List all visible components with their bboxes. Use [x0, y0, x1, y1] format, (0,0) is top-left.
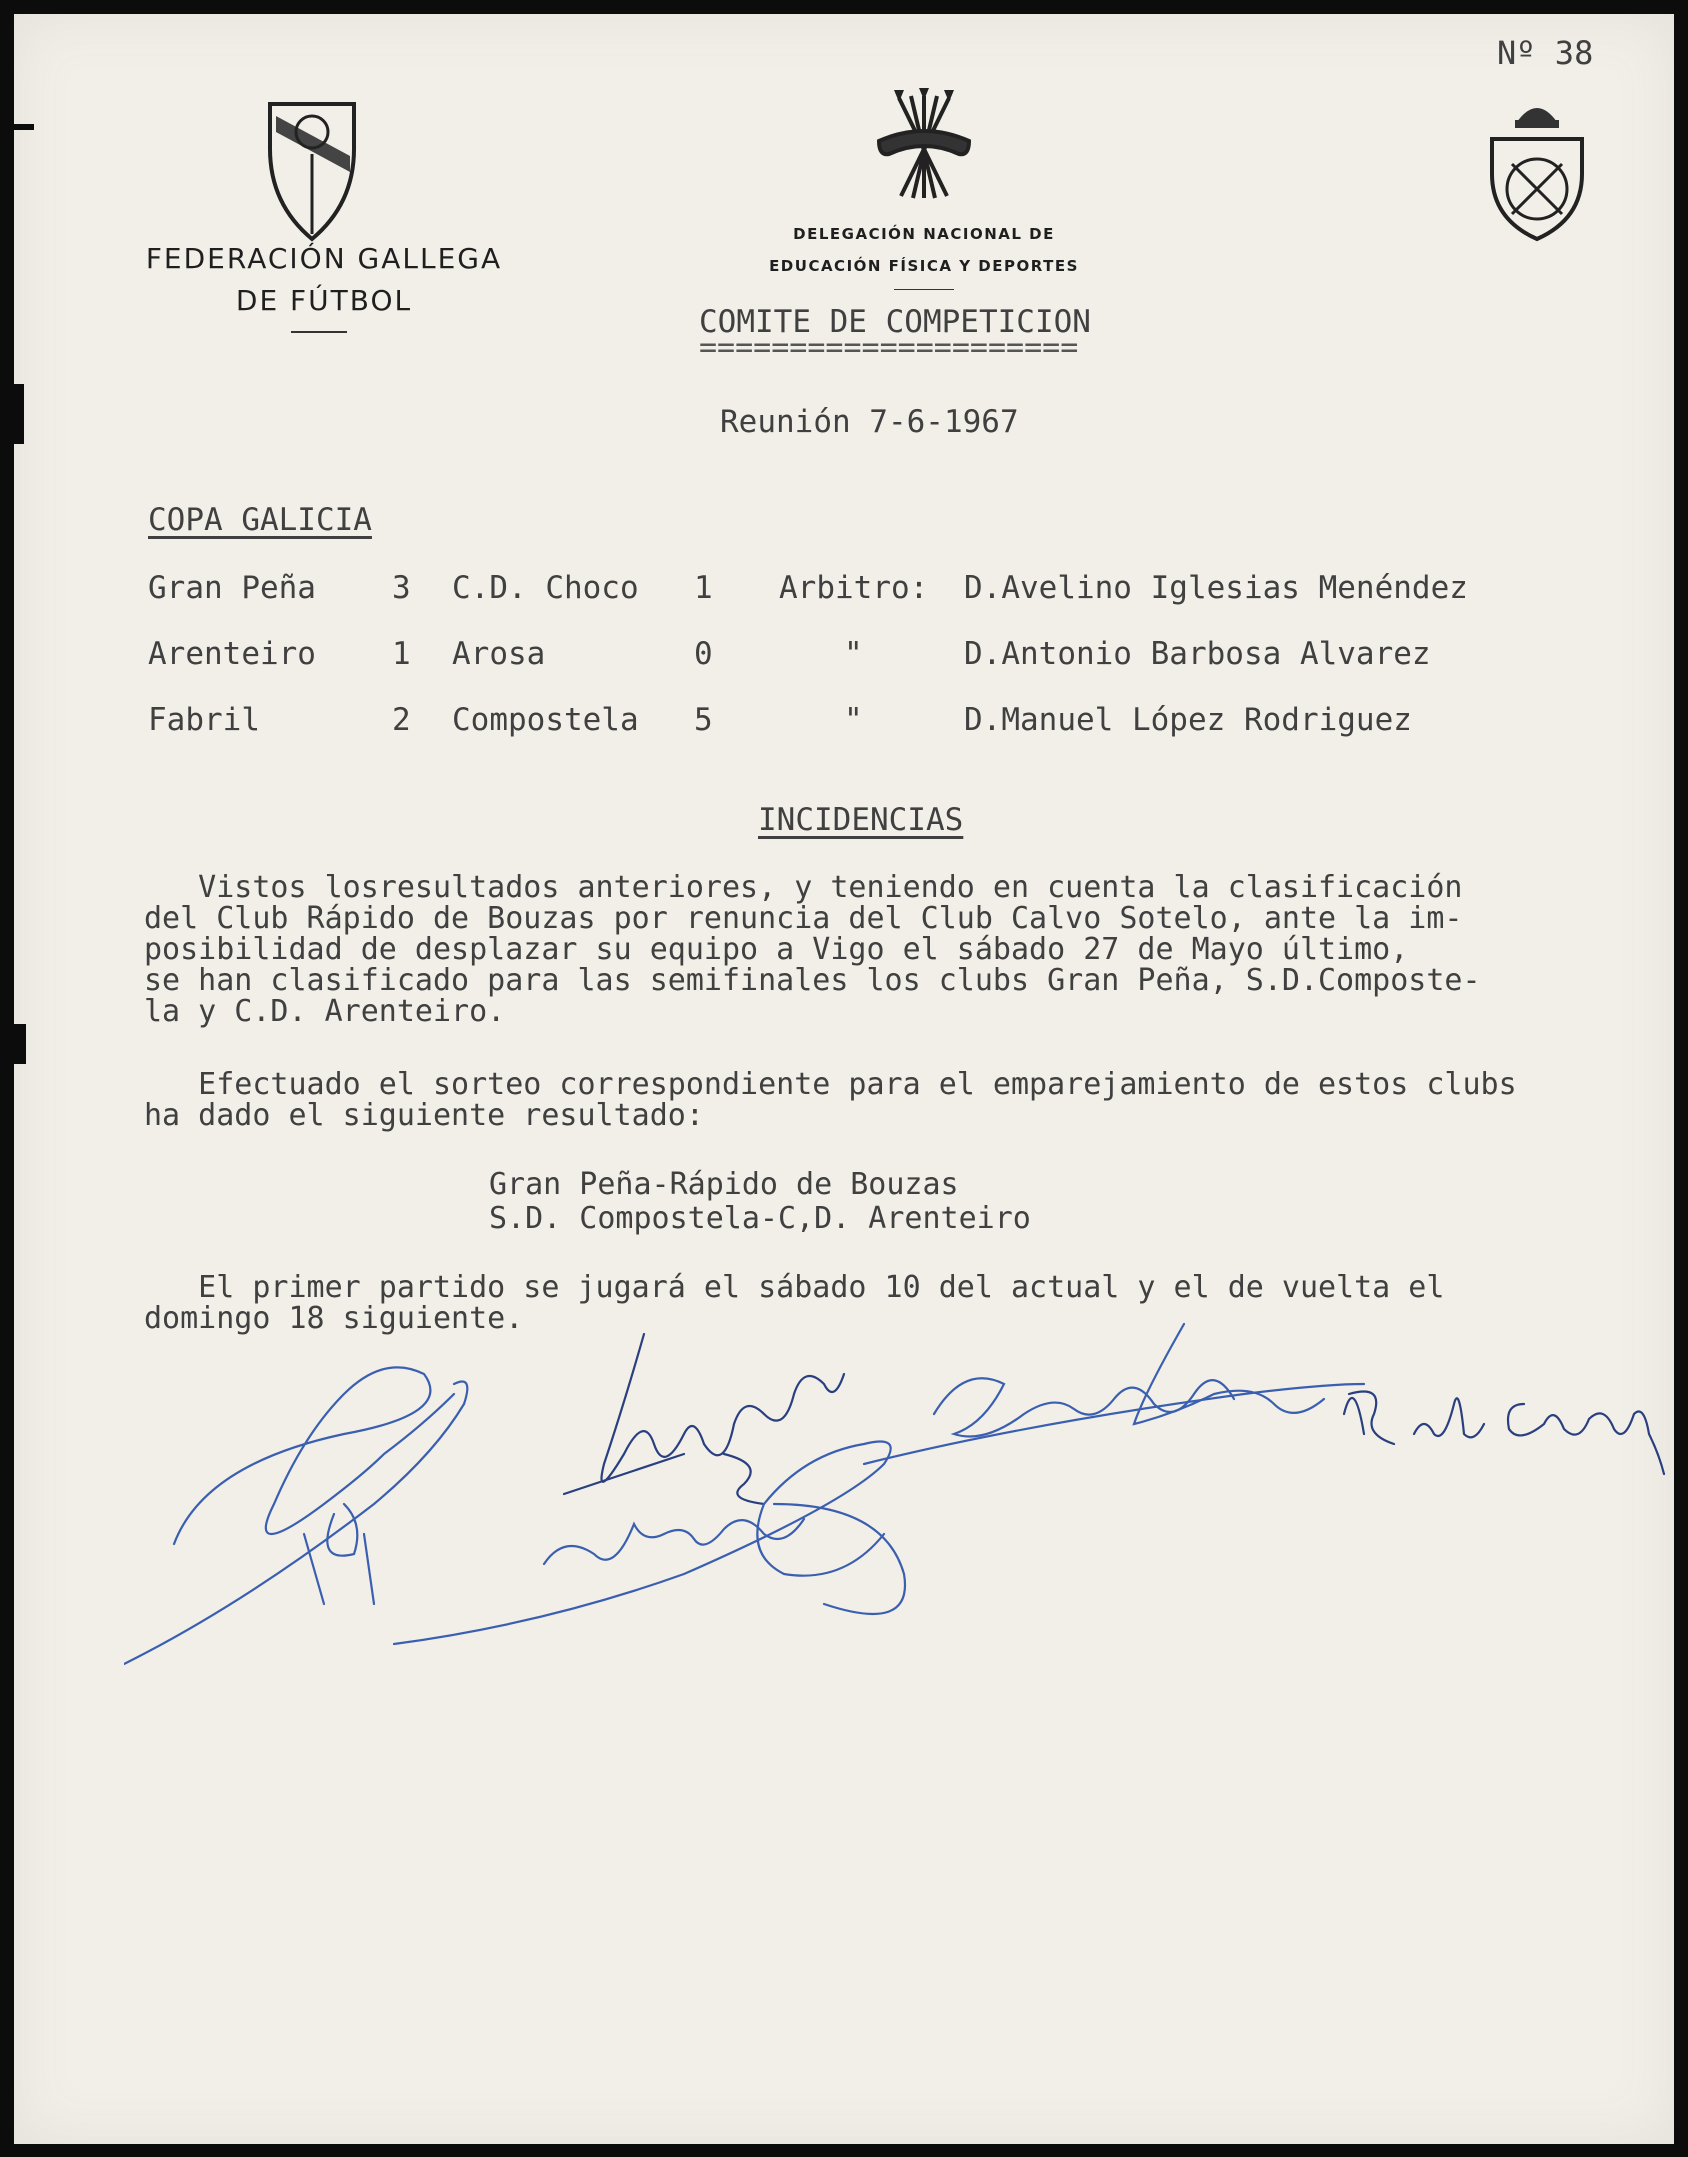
home-score: 2 — [392, 702, 411, 738]
section-title: COPA GALICIA — [148, 502, 372, 538]
signature-2 — [564, 1334, 844, 1504]
committee-title: COMITE DE COMPETICION — [699, 304, 1091, 340]
home-team: Arenteiro — [148, 636, 316, 672]
federation-name-line2: DE FÚTBOL — [235, 284, 413, 317]
away-team: C.D. Choco — [452, 570, 639, 606]
away-score: 5 — [694, 702, 713, 738]
delegation-line1: DELEGACIÓN NACIONAL DE — [793, 225, 1055, 243]
text-line: Vistos losresultados anteriores, y teniendo en cuenta la clasificación — [144, 870, 1463, 905]
edge-mark — [14, 124, 34, 130]
text-line: Efectuado el sorteo correspondiente para el emparejamiento de estos clubs — [144, 1067, 1517, 1102]
divider — [291, 331, 347, 333]
delegation-line2: EDUCACIÓN FÍSICA Y DEPORTES — [769, 257, 1079, 275]
signatures-area — [124, 1301, 1684, 1684]
meeting-date: Reunión 7-6-1967 — [720, 404, 1019, 440]
referee-label: " — [844, 636, 863, 672]
signature-1 — [124, 1367, 467, 1664]
home-team: Gran Peña — [148, 570, 316, 606]
away-score: 0 — [694, 636, 713, 672]
text-line: El primer partido se jugará el sábado 10 del actual y el de vuelta el — [144, 1270, 1445, 1305]
divider — [894, 289, 954, 290]
edge-mark — [14, 384, 24, 444]
edge-mark — [14, 1024, 26, 1064]
referee-label: " — [844, 702, 863, 738]
away-team: Compostela — [452, 702, 639, 738]
list-item: Gran Peña-Rápido de Bouzas — [489, 1167, 959, 1202]
referee-name: D.Avelino Iglesias Menéndez — [964, 570, 1468, 606]
away-score: 1 — [694, 570, 713, 606]
text-line: posibilidad de desplazar su equipo a Vigo el sábado 27 de Mayo último, — [144, 932, 1409, 967]
signature-1-text — [14, 14, 15, 15]
federation-shield-icon — [262, 94, 362, 244]
text-line: la y C.D. Arenteiro. — [144, 994, 506, 1029]
text-line: se han clasificado para las semifinales los clubs Gran Peña, S.D.Composte- — [144, 963, 1481, 998]
text-line: del Club Rápido de Bouzas por renuncia del Club Calvo Sotelo, ante la im- — [144, 901, 1463, 936]
signature-5 — [1344, 1392, 1664, 1475]
committee-underline: ===================== — [699, 330, 1079, 365]
referee-name: D.Antonio Barbosa Alvarez — [964, 636, 1431, 672]
away-team: Arosa — [452, 636, 546, 672]
federation-name-line1: FEDERACIÓN GALLEGA — [145, 242, 503, 275]
royal-federation-crest-icon — [1482, 94, 1592, 244]
signature-3 — [394, 1442, 905, 1645]
home-score: 1 — [392, 636, 411, 672]
list-item: S.D. Compostela-C,D. Arenteiro — [489, 1201, 1031, 1236]
text-line: ha dado el siguiente resultado: — [144, 1098, 704, 1133]
yoke-arrows-emblem-icon — [869, 86, 979, 206]
home-team: Fabril — [148, 702, 260, 738]
incidencias-title: INCIDENCIAS — [758, 802, 964, 838]
document-page — [14, 14, 1674, 2144]
document-number: Nº 38 — [1497, 34, 1594, 72]
home-score: 3 — [392, 570, 411, 606]
referee-label: Arbitro: — [779, 570, 929, 606]
signature-4 — [864, 1324, 1364, 1464]
referee-name: D.Manuel López Rodriguez — [964, 702, 1412, 738]
text-line: domingo 18 siguiente. — [144, 1301, 524, 1336]
